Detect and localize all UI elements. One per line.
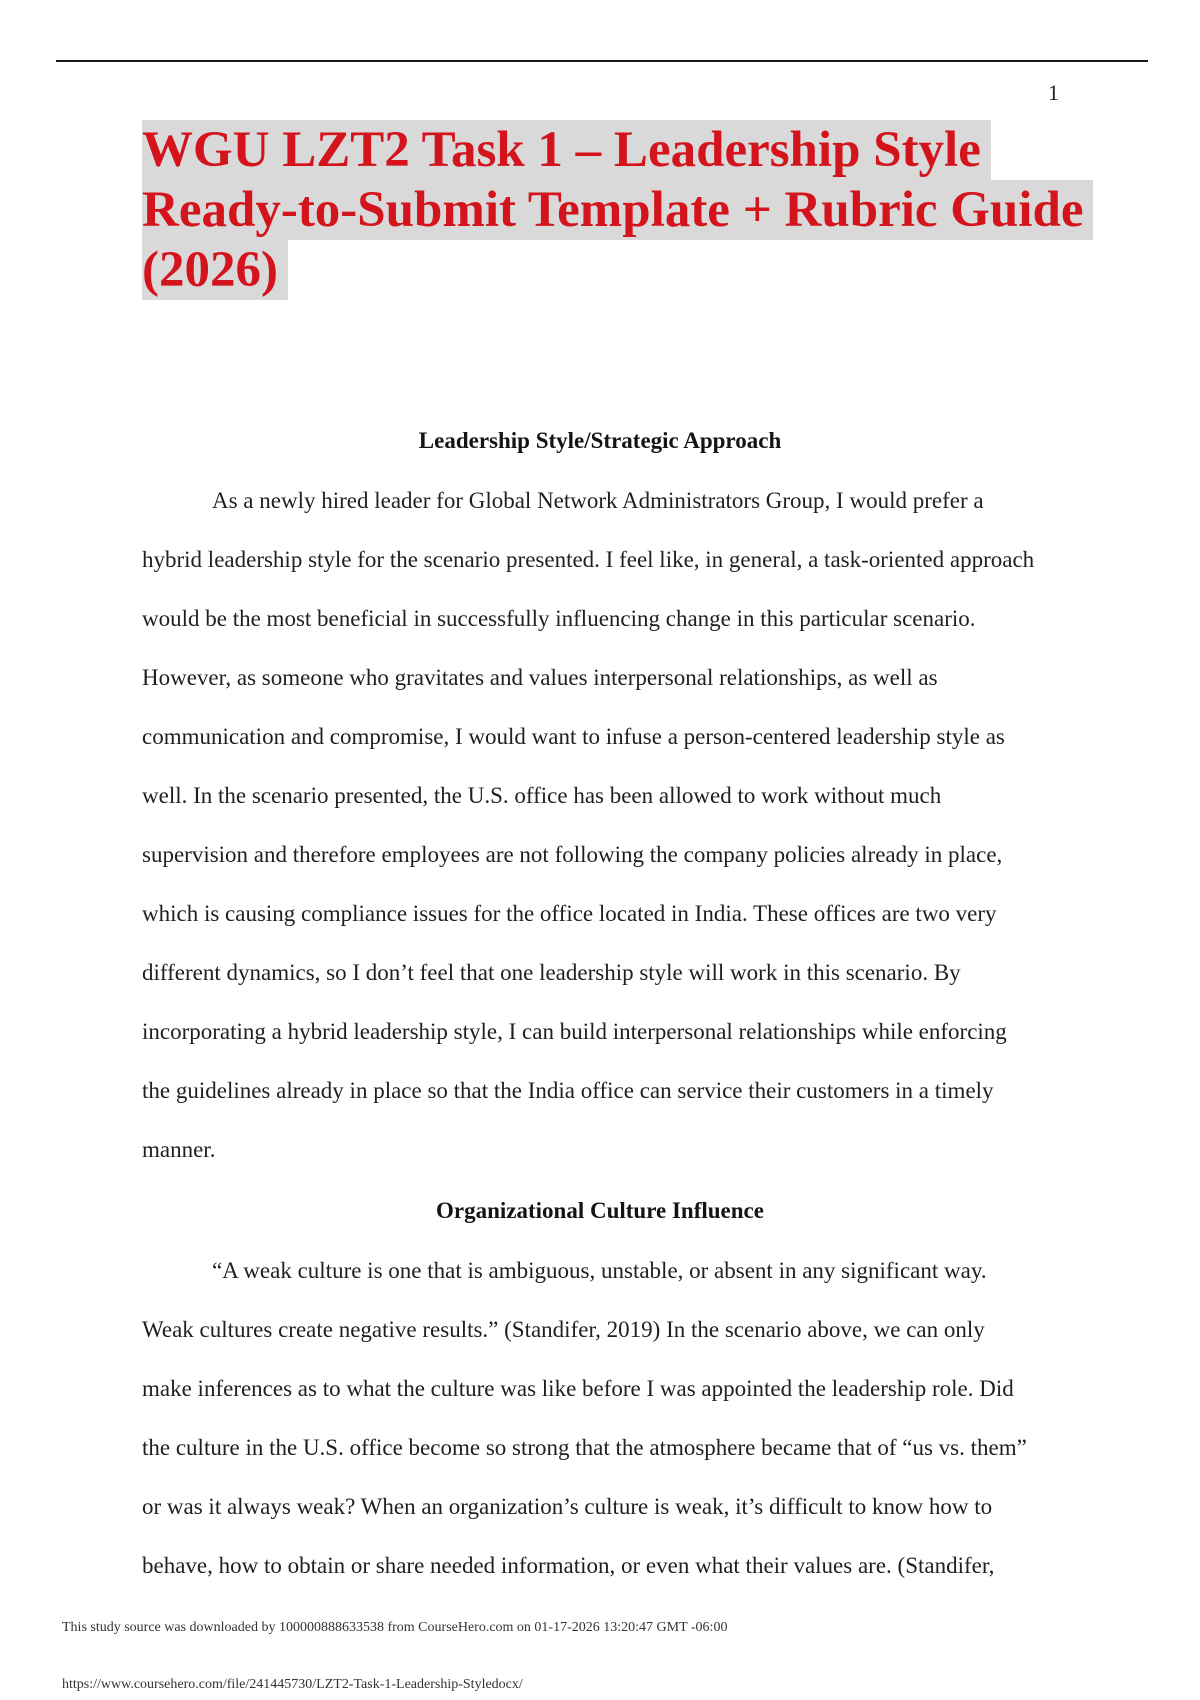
page-number: 1 — [1048, 80, 1059, 105]
document-title — [142, 120, 1084, 300]
paragraph-line: different dynamics, so I don’t feel that one leadership style will work in this scenario. By — [142, 960, 961, 985]
section-heading-leadership-style: Leadership Style/Strategic Approach — [418, 428, 782, 453]
paragraph-line: behave, how to obtain or share needed information, or even what their values are. (Standifer, — [142, 1553, 995, 1578]
paragraph-line: communication and compromise, I would want to infuse a person-centered leadership style as — [142, 724, 1005, 749]
paragraph-line: supervision and therefore employees are not following the company policies already in place, — [142, 842, 1003, 867]
header-rule — [56, 60, 1148, 62]
paragraph-line: “A weak culture is one that is ambiguous, unstable, or absent in any significant way. — [212, 1258, 987, 1283]
paragraph-line: the culture in the U.S. office become so strong that the atmosphere became that of “us vs. them” — [142, 1435, 1027, 1460]
title-line-2: Ready-to-Submit Template + Rubric Guide — [142, 180, 1093, 240]
paragraph-line: hybrid leadership style for the scenario presented. I feel like, in general, a task-oriented approach — [142, 547, 1035, 572]
title-line-3: (2026) — [142, 240, 288, 300]
paragraph-line: or was it always weak? When an organization’s culture is weak, it’s difficult to know how to — [142, 1494, 993, 1519]
download-notice: This study source was downloaded by 100000888633538 from CourseHero.com on 01-17-2026 13:20:47 GMT -06:00 — [62, 1620, 728, 1635]
paragraph-line: well. In the scenario presented, the U.S. office has been allowed to work without much — [142, 783, 942, 808]
paragraph-line: manner. — [142, 1137, 216, 1162]
paragraph-line: would be the most beneficial in successfully influencing change in this particular scenario. — [142, 606, 976, 631]
section-heading-organizational-culture: Organizational Culture Influence — [436, 1198, 764, 1223]
paragraph-line: the guidelines already in place so that the India office can service their customers in a timely — [142, 1078, 994, 1103]
paragraph-line: make inferences as to what the culture was like before I was appointed the leadership role. Did — [142, 1376, 1014, 1401]
paragraph-line: As a newly hired leader for Global Network Administrators Group, I would prefer a — [212, 488, 984, 513]
title-line-1: WGU LZT2 Task 1 – Leadership Style — [142, 120, 991, 180]
paragraph-line: which is causing compliance issues for the office located in India. These offices are two very — [142, 901, 997, 926]
paragraph-line: Weak cultures create negative results.” (Standifer, 2019) In the scenario above, we can only — [142, 1317, 985, 1342]
paragraph-line: incorporating a hybrid leadership style, I can build interpersonal relationships while enforcing — [142, 1019, 1007, 1044]
source-url-link[interactable]: https://www.coursehero.com/file/241445730/LZT2-Task-1-Leadership-Styledocx/ — [62, 1677, 523, 1692]
paragraph-line: However, as someone who gravitates and values interpersonal relationships, as well as — [142, 665, 938, 690]
